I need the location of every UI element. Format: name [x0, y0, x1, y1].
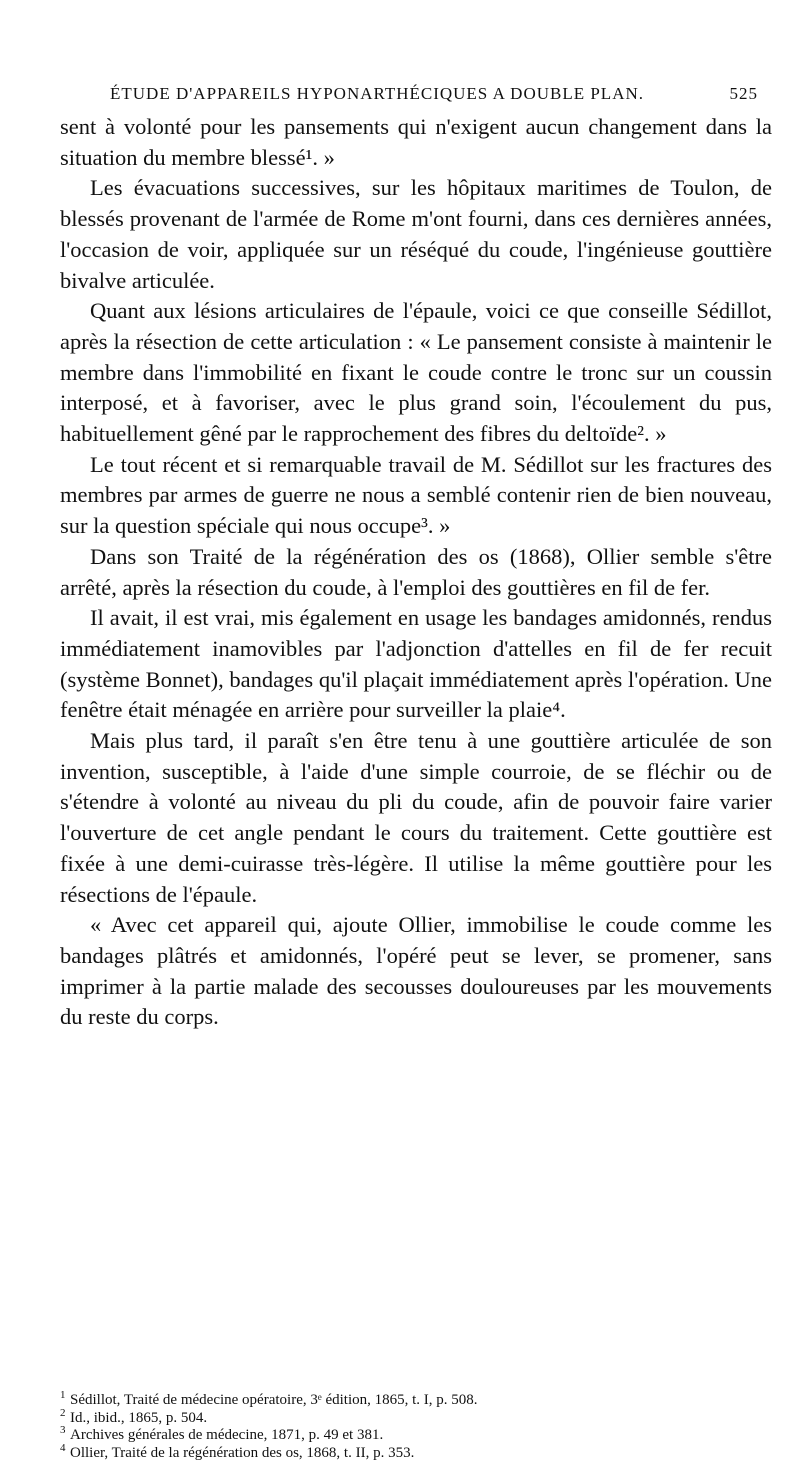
paragraph: Quant aux lésions articulaires de l'épaule, voici ce que conseille Sédillot, après la résection de cette articulation : « Le pansement consiste à maintenir le membre dans l'immobilité en fixant le coude contre le tronc sur un coussin interposé, et à favoriser, avec le plus grand soin, l'écoulement du pus, habituellement gêné par le rapprochement des fibres du deltoïde². »: [60, 298, 772, 447]
footnote: [60, 1424, 760, 1445]
footnote-text: Archives générales de médecine, 1871, p. 49 et 381.: [70, 1427, 384, 1443]
footnote-number: 2: [60, 1406, 66, 1419]
footnote-number: 3: [60, 1424, 66, 1436]
paragraph: Il avait, il est vrai, mis également en usage les bandages amidonnés, rendus immédiatement inamovibles par l'adjonction d'attelles en fil de fer recuit (système Bonnet), bandages qu'il plaçait immédiatement après l'opération. Une fenêtre était ménagée en arrière pour surveiller la plaie⁴.: [60, 605, 772, 723]
footnotes: [60, 1389, 760, 1462]
footnote: [60, 1389, 760, 1410]
footnote-number: 4: [60, 1441, 66, 1454]
footnote: [60, 1406, 760, 1428]
page-number: 525: [729, 84, 758, 103]
paragraph: Les évacuations successives, sur les hôpitaux maritimes de Toulon, de blessés provenant de l'armée de Rome m'ont fourni, dans ces dernières années, l'occasion de voir, appliquée sur un réséqué du coude, l'ingénieuse gouttière bivalve articulée.: [60, 175, 772, 293]
footnote-text: Id., ibid., 1865, p. 504.: [70, 1409, 208, 1426]
footnote-text: Sédillot, Traité de médecine opératoire, 3ᵉ édition, 1865, t. I, p. 508.: [70, 1392, 478, 1408]
paragraph: sent à volonté pour les pansements qui n'exigent aucun changement dans la situation du membre blessé¹. »: [60, 114, 772, 170]
paragraph: Dans son Traité de la régénération des os (1868), Ollier semble s'être arrêté, après la résection du coude, à l'emploi des gouttières en fil de fer.: [60, 543, 772, 600]
paragraph: « Avec cet appareil qui, ajoute Ollier, immobilise le coude comme les bandages plâtrés et amidonnés, l'opéré peut se lever, se promener, sans imprimer à la partie malade des secousses douloureuses par les mouvements du reste du corps.: [60, 912, 772, 1030]
running-header: [110, 84, 758, 104]
footnote: [60, 1441, 760, 1463]
footnote-number: 1: [60, 1389, 66, 1401]
footnote-text: Ollier, Traité de la régénération des os, 1868, t. II, p. 353.: [70, 1444, 415, 1461]
running-title: ÉTUDE D'APPAREILS HYPONARTHÉCIQUES A DOUBLE PLAN.: [110, 84, 644, 103]
paragraph: Le tout récent et si remarquable travail de M. Sédillot sur les fractures des membres par armes de guerre ne nous a semblé contenir rien de bien nouveau, sur la question spéciale qui nous occupe³. »: [60, 451, 772, 539]
paragraph: Mais plus tard, il paraît s'en être tenu à une gouttière articulée de son invention, susceptible, à l'aide d'une simple courroie, de se fléchir ou de s'étendre à volonté au niveau du pli du coude, afin de pouvoir faire varier l'ouverture de cet angle pendant le cours du traitement. Cette gouttière est fixée à une demi-cuirasse très-légère. Il utilise la même gouttière pour les résections de l'épaule.: [60, 728, 772, 907]
body-text: [60, 112, 772, 1033]
